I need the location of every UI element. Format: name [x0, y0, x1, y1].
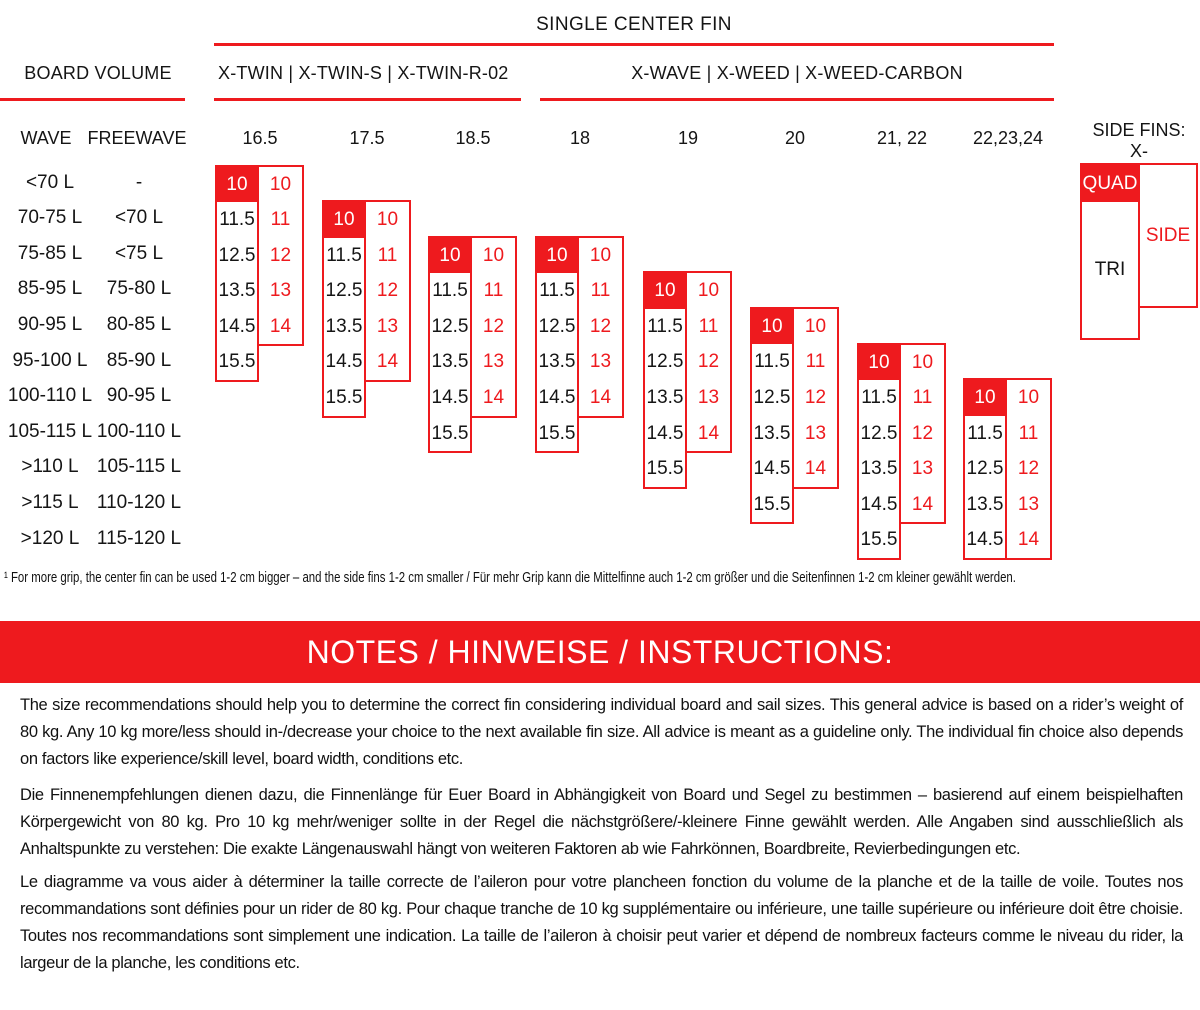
- side-fin-cell: 14: [269, 315, 292, 337]
- center-fin-cell: 14.5: [538, 387, 576, 409]
- board-volume-header: BOARD VOLUME: [24, 63, 172, 83]
- notes-banner: [0, 621, 1200, 683]
- center-fin-cell: 10: [217, 167, 257, 203]
- side-fin-box: [257, 165, 304, 347]
- freewave-volume-cell: <75 L: [114, 242, 164, 264]
- side-fin-box: [1005, 378, 1052, 560]
- wave-volume-cell: >115 L: [21, 491, 79, 513]
- center-fin-cell: 10: [537, 238, 577, 274]
- center-fin-cell: 15.5: [431, 422, 469, 444]
- wave-volume-cell: 95-100 L: [12, 349, 88, 371]
- fin-size-header: 16.5: [242, 128, 278, 148]
- freewave-volume-cell: 100-110 L: [96, 420, 182, 442]
- side-fin-cell: 14: [697, 422, 720, 444]
- freewave-volume-cell: 80-85 L: [106, 313, 172, 335]
- side-fin-cell: 13: [269, 280, 292, 302]
- freewave-volume-cell: -: [135, 171, 143, 193]
- xwave-group-header: X-WAVE | X-WEED | X-WEED-CARBON: [631, 63, 963, 83]
- center-fin-cell: 15.5: [218, 351, 256, 373]
- side-fin-cell: 13: [804, 422, 827, 444]
- side-fin-cell: 13: [589, 351, 612, 373]
- side-fin-cell: 10: [482, 244, 505, 266]
- fin-size-header: 18: [569, 128, 591, 148]
- board-volume-underline: [0, 98, 185, 101]
- center-fin-cell: 11.5: [754, 351, 790, 373]
- side-fin-cell: 10: [589, 244, 612, 266]
- side-fin-box: [577, 236, 624, 418]
- center-fin-cell: 12.5: [431, 315, 469, 337]
- side-fin-cell: 13: [1017, 493, 1040, 515]
- side-fin-cell: 12: [376, 280, 399, 302]
- wave-volume-cell: 100-110 L: [7, 385, 93, 407]
- side-fins-label-line2: X-: [1130, 141, 1148, 161]
- footnote: ¹ For more grip, the center fin can be used 1-2 cm bigger – and the side fins 1-2 cm smaller / Für mehr Grip kann die Mittelfinne auch 1-2 cm größer und die Seitenfinnen 1-2 cm kleiner gewählt werden.: [4, 569, 1016, 586]
- side-fin-cell: 13: [911, 458, 934, 480]
- wave-column-header: WAVE: [20, 128, 72, 148]
- center-fin-box: [750, 307, 794, 525]
- center-fin-cell: 13.5: [860, 458, 898, 480]
- side-fin-cell: 11: [1018, 422, 1039, 444]
- freewave-volume-cell: 110-120 L: [96, 491, 182, 513]
- paragraph-french: Le diagramme va vous aider à déterminer la taille correcte de l’aileron pour votre plancheen fonction du volume de la planche et de la taille de voile. Toutes nos recommandations sont définies pour un rider de 80 kg. Pour chaque tranche de 10 kg supplémentaire ou inférieure, une taille supérieure ou inférieure doit être choisie. Toutes nos recommandations sont simplement une indication. La taille de l’aileron à choisir peut varier et dépend de nombreux facteurs comme le niveau du rider, la largeur de la planche, les conditions etc.: [20, 873, 1183, 972]
- center-fin-cell: 13.5: [325, 315, 363, 337]
- center-fin-cell: 14.5: [646, 422, 684, 444]
- center-fin-box: [963, 378, 1007, 560]
- fin-size-header: 20: [784, 128, 806, 148]
- center-fin-cell: 11.5: [967, 422, 1003, 444]
- tri-legend-cell: TRI: [1094, 259, 1126, 280]
- side-fin-cell: 12: [589, 315, 612, 337]
- freewave-volume-cell: 85-90 L: [106, 349, 172, 371]
- side-fin-cell: 13: [697, 387, 720, 409]
- center-fin-cell: 11.5: [539, 280, 575, 302]
- center-fin-cell: 11.5: [861, 387, 897, 409]
- freewave-volume-cell: 90-95 L: [106, 385, 172, 407]
- freewave-volume-cell: 105-115 L: [96, 456, 182, 478]
- side-fins-label: [1080, 120, 1198, 162]
- center-fin-cell: 14.5: [431, 387, 469, 409]
- center-fin-cell: 12.5: [966, 458, 1004, 480]
- center-fin-cell: 13.5: [218, 280, 256, 302]
- freewave-volume-cell: 115-120 L: [96, 527, 182, 549]
- single-center-fin-title: SINGLE CENTER FIN: [536, 14, 732, 35]
- side-fin-cell: 14: [482, 387, 505, 409]
- center-fin-cell: 11.5: [432, 280, 468, 302]
- side-fin-cell: 10: [269, 173, 292, 195]
- quad-legend-cell: QUAD: [1082, 165, 1138, 202]
- center-fin-cell: 14.5: [966, 529, 1004, 551]
- side-fin-cell: 12: [804, 387, 827, 409]
- side-fin-cell: 10: [376, 209, 399, 231]
- side-fin-cell: 14: [1017, 529, 1040, 551]
- center-fin-cell: 12.5: [538, 315, 576, 337]
- center-fin-cell: 14.5: [218, 315, 256, 337]
- freewave-volume-cell: <70 L: [114, 207, 164, 229]
- side-fin-cell: 14: [376, 351, 399, 373]
- freewave-volume-cell: 75-80 L: [106, 278, 172, 300]
- center-fin-cell: 13.5: [538, 351, 576, 373]
- side-fin-box: [470, 236, 517, 418]
- fin-size-header: 19: [677, 128, 699, 148]
- side-fin-cell: 11: [590, 280, 611, 302]
- side-fin-cell: 10: [1017, 387, 1040, 409]
- notes-banner-text: NOTES / HINWEISE / INSTRUCTIONS:: [306, 633, 894, 670]
- side-fin-cell: 10: [911, 351, 934, 373]
- center-fin-cell: 12.5: [218, 244, 256, 266]
- paragraph-english: The size recommendations should help you to determine the correct fin considering individual board and sail sizes. This general advice is based on a rider’s weight of 80 kg. Any 10 kg more/less should in-/decrease your choice to the next available fin size. All advice is meant as a guideline only. The individual fin choice also depends on factors like experience/skill level, board width, conditions etc.: [20, 696, 1183, 768]
- center-fin-cell: 15.5: [538, 422, 576, 444]
- side-fin-cell: 14: [589, 387, 612, 409]
- center-fin-cell: 13.5: [753, 422, 791, 444]
- center-fin-cell: 15.5: [646, 458, 684, 480]
- center-fin-cell: 13.5: [431, 351, 469, 373]
- wave-volume-cell: 85-95 L: [17, 278, 83, 300]
- side-fin-cell: 12: [1017, 458, 1040, 480]
- side-fin-box: [685, 271, 732, 453]
- side-fin-cell: 12: [697, 351, 720, 373]
- center-fin-cell: 12.5: [860, 422, 898, 444]
- side-fin-box: [899, 343, 946, 525]
- center-fin-box: [535, 236, 579, 454]
- center-fin-cell: 10: [752, 309, 792, 345]
- side-fin-box: [792, 307, 839, 489]
- center-fin-cell: 15.5: [753, 493, 791, 515]
- wave-volume-cell: 75-85 L: [17, 242, 83, 264]
- center-fin-cell: 11.5: [647, 315, 683, 337]
- center-fin-cell: 12.5: [753, 387, 791, 409]
- side-fin-cell: 12: [482, 315, 505, 337]
- center-fin-box: [643, 271, 687, 489]
- center-fin-cell: 11.5: [219, 209, 255, 231]
- center-fin-cell: 14.5: [860, 493, 898, 515]
- side-fin-cell: 11: [483, 280, 504, 302]
- xtwin-group-underline: [214, 98, 521, 101]
- center-fin-cell: 13.5: [966, 493, 1004, 515]
- wave-volume-cell: >120 L: [20, 527, 80, 549]
- center-fin-cell: 15.5: [860, 529, 898, 551]
- side-fin-cell: 12: [911, 422, 934, 444]
- wave-volume-cell: >110 L: [21, 456, 79, 478]
- freewave-column-header: FREEWAVE: [87, 128, 187, 148]
- center-fin-cell: 10: [965, 380, 1005, 416]
- center-fin-box: [322, 200, 366, 418]
- center-fin-cell: 14.5: [325, 351, 363, 373]
- side-fin-legend-box: [1138, 163, 1198, 308]
- side-fin-cell: 14: [804, 458, 827, 480]
- side-fin-cell: 11: [912, 387, 933, 409]
- center-fin-cell: 14.5: [753, 458, 791, 480]
- wave-volume-cell: 90-95 L: [17, 313, 83, 335]
- wave-volume-cell: 70-75 L: [17, 207, 83, 229]
- paragraph-german: Die Finnenempfehlungen dienen dazu, die Finnenlänge für Euer Board in Abhängigkeit von Board und Segel zu bestimmen – basierend auf einem beispielhaften Körpergewicht von 80 kg. Pro 10 kg mehr/weniger sollte in der Regel die nächstgrößere/-kleinere Finne gewählt werden. Alle Angaben sind ausschließlich als Anhaltspunkte zu verstehen: Die exakte Längenauswahl hängt von weiteren Faktoren ab wie Fahrkönnen, Boardbreite, Revierbedingungen etc.: [20, 786, 1183, 858]
- side-fin-cell: 10: [804, 315, 827, 337]
- wave-volume-cell: <70 L: [25, 171, 75, 193]
- center-fin-cell: 10: [324, 202, 364, 238]
- wave-volume-cell: 105-115 L: [7, 420, 93, 442]
- side-fin-cell: 11: [377, 244, 398, 266]
- side-legend-text: SIDE: [1145, 224, 1191, 246]
- center-fin-cell: 15.5: [325, 387, 363, 409]
- fin-size-header: 22,23,24: [972, 128, 1044, 148]
- side-fin-cell: 11: [698, 315, 719, 337]
- xtwin-group-header: X-TWIN | X-TWIN-S | X-TWIN-R-02: [218, 63, 509, 83]
- xwave-group-underline: [540, 98, 1054, 101]
- side-fin-cell: 10: [697, 280, 720, 302]
- side-fins-label-line1: SIDE FINS:: [1092, 120, 1186, 140]
- center-fin-box: [857, 343, 901, 561]
- side-fin-cell: 12: [269, 244, 292, 266]
- side-fin-cell: 13: [376, 315, 399, 337]
- side-fin-cell: 11: [805, 351, 826, 373]
- center-fin-cell: 10: [645, 273, 685, 309]
- fin-size-header: 17.5: [349, 128, 385, 148]
- center-fin-cell: 10: [430, 238, 470, 274]
- center-fin-cell: 10: [859, 345, 899, 381]
- side-fin-cell: 13: [482, 351, 505, 373]
- center-fin-cell: 12.5: [646, 351, 684, 373]
- quad-tri-legend-box: [1080, 163, 1140, 340]
- title-underline: [214, 43, 1054, 46]
- center-fin-box: [428, 236, 472, 454]
- center-fin-cell: 12.5: [325, 280, 363, 302]
- side-fin-cell: 11: [270, 209, 291, 231]
- center-fin-cell: 13.5: [646, 387, 684, 409]
- center-fin-box: [215, 165, 259, 383]
- side-fin-cell: 14: [911, 493, 934, 515]
- side-fin-box: [364, 200, 411, 382]
- fin-size-header: 18.5: [455, 128, 491, 148]
- fin-size-header: 21, 22: [876, 128, 928, 148]
- center-fin-cell: 11.5: [326, 244, 362, 266]
